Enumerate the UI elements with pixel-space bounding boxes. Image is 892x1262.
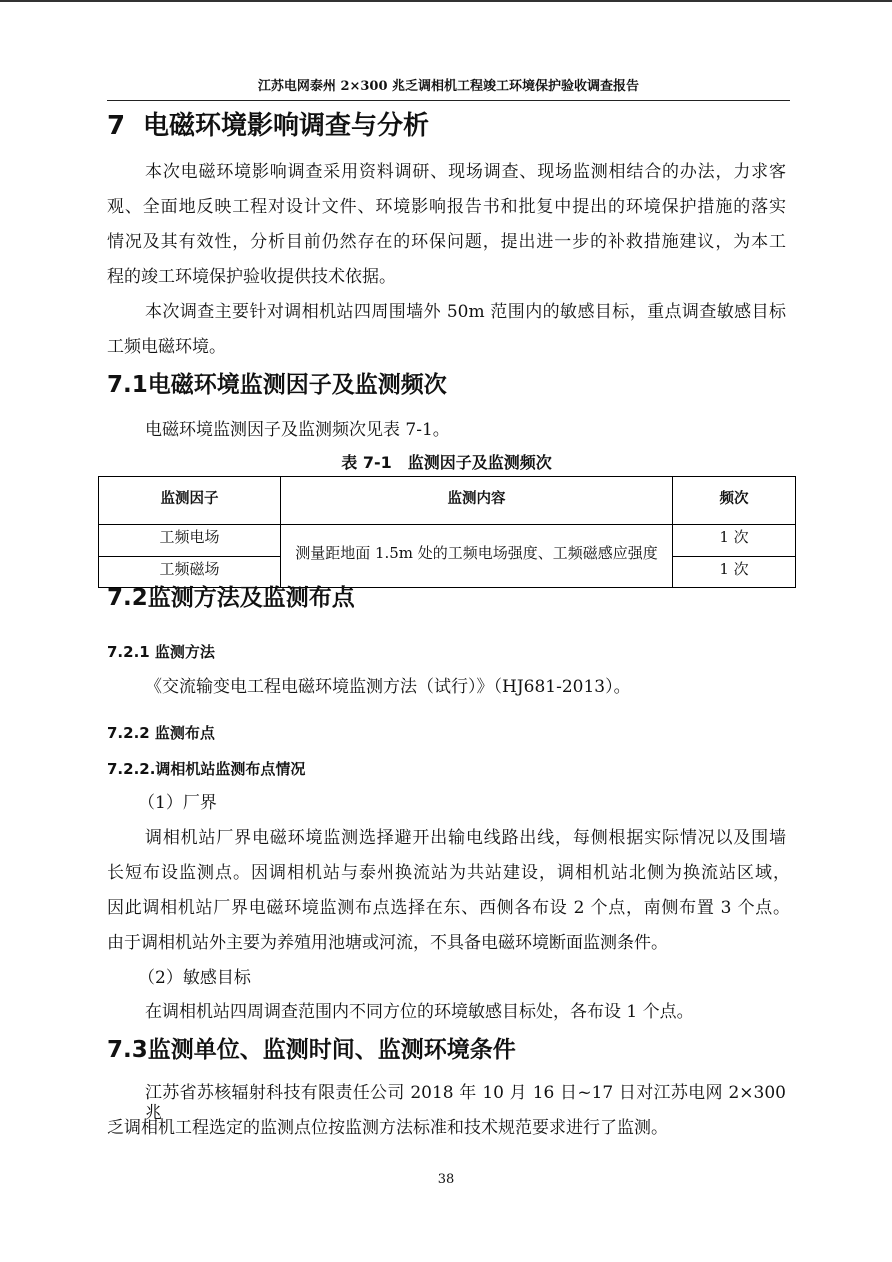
item-2-text: 在调相机站四周调查范围内不同方位的环境敏感目标处，各布设 1 个点。 [145, 1002, 694, 1022]
running-header: 江苏电网泰州 2×300 兆乏调相机工程竣工环境保护验收调查报告 [257, 79, 640, 94]
table-row [99, 525, 796, 557]
chapter-heading [107, 110, 429, 142]
page-number: 38 [437, 1172, 455, 1187]
section-7-2-heading: 7.2监测方法及监测布点 [107, 585, 355, 611]
section-7-2-1-text: 《交流输变电工程电磁环境监测方法（试行）》（HJ681-2013）。 [145, 677, 631, 697]
section-7-3-line: 江苏省苏核辐射科技有限责任公司 2018 年 10 月 16 日~17 日对江苏电网 2×300 兆 [145, 1083, 786, 1123]
item-1-line: 调相机站厂界电磁环境监测选择避开出输电线路出线，每侧根据实际情况以及围墙 [145, 828, 786, 848]
page-top-border [0, 0, 892, 2]
table-header-cell: 监测因子 [99, 477, 281, 525]
table-cell-factor: 工频电场 [99, 525, 281, 557]
table-cell-frequency: 1 次 [673, 557, 796, 588]
section-7-2-2-subheading: 7.2.2.调相机站监测布点情况 [107, 760, 306, 778]
chapter-title: 电磁环境影响调查与分析 [143, 111, 430, 141]
table-cell-content: 测量距地面 1.5m 处的工频电场强度、工频磁感应强度 [281, 525, 673, 588]
intro-p1-line: 情况及其有效性，分析目前仍然存在的环保问题，提出进一步的补救措施建议，为本工 [107, 232, 786, 252]
intro-p1-line: 本次电磁环境影响调查采用资料调研、现场调查、现场监测相结合的办法，力求客 [145, 162, 786, 182]
item-1-line: 因此调相机站厂界电磁环境监测布点选择在东、西侧各布设 2 个点，南侧布置 3 个点。 [107, 898, 790, 918]
chapter-number: 7 [107, 111, 126, 141]
table-caption: 表 7-1 监测因子及监测频次 [341, 453, 552, 472]
item-1-label: （1）厂界 [138, 793, 217, 813]
item-2-label: （2）敏感目标 [138, 968, 251, 988]
item-1-line: 由于调相机站外主要为养殖用池塘或河流，不具备电磁环境断面监测条件。 [107, 933, 668, 953]
section-7-1-text: 电磁环境监测因子及监测频次见表 7-1。 [145, 420, 450, 440]
item-1-line: 长短布设监测点。因调相机站与泰州换流站为共站建设，调相机站北侧为换流站区域， [107, 863, 790, 883]
section-7-2-1-heading: 7.2.1 监测方法 [107, 643, 215, 661]
table-cell-factor: 工频磁场 [99, 557, 281, 588]
table-header-cell: 频次 [673, 477, 796, 525]
section-7-3-line: 乏调相机工程选定的监测点位按监测方法标准和技术规范要求进行了监测。 [107, 1118, 668, 1138]
header-rule [107, 100, 790, 101]
table-header-cell: 监测内容 [281, 477, 673, 525]
intro-p2-line: 本次调查主要针对调相机站四周围墙外 50m 范围内的敏感目标，重点调查敏感目标 [145, 302, 786, 322]
table-header-row [99, 477, 796, 525]
section-7-2-2-heading: 7.2.2 监测布点 [107, 724, 215, 742]
table-cell-frequency: 1 次 [673, 525, 796, 557]
intro-p2-line: 工频电磁环境。 [107, 337, 226, 357]
intro-p1-line: 观、全面地反映工程对设计文件、环境影响报告书和批复中提出的环境保护措施的落实 [107, 197, 786, 217]
section-7-1-heading: 7.1电磁环境监测因子及监测频次 [107, 372, 447, 398]
section-7-3-heading: 7.3监测单位、监测时间、监测环境条件 [107, 1037, 516, 1063]
monitoring-factors-table [98, 476, 796, 588]
intro-p1-line: 程的竣工环境保护验收提供技术依据。 [107, 267, 396, 287]
